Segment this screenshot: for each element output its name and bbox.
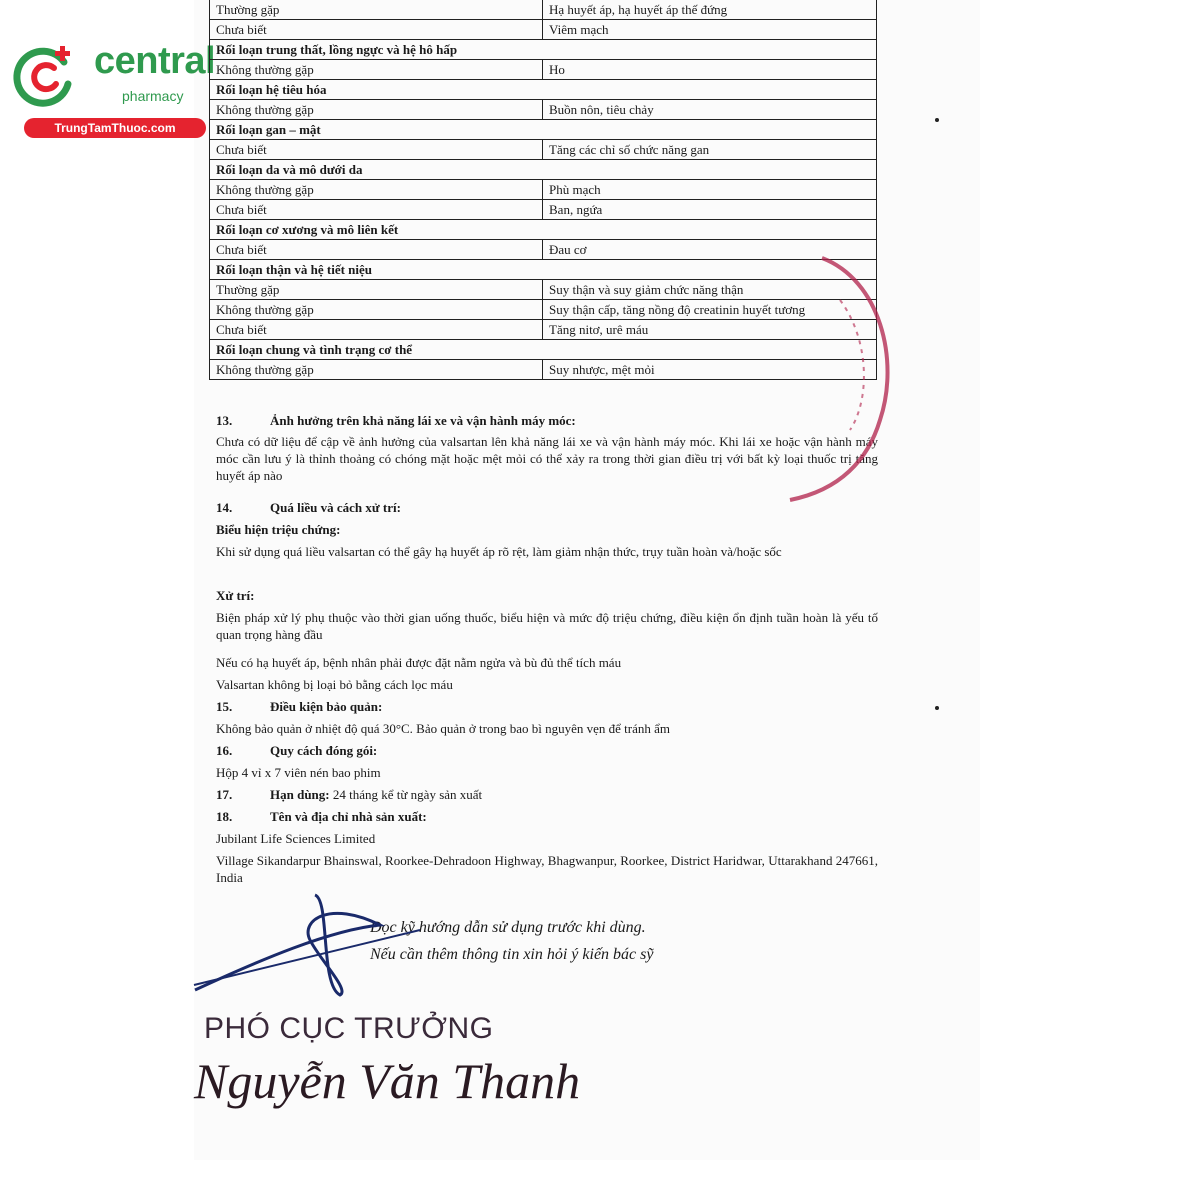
organ-class-label: Rối loạn cơ xương và mô liên kết — [210, 220, 877, 240]
effect-cell: Đau cơ — [543, 240, 877, 260]
effect-cell: Viêm mạch — [543, 20, 877, 40]
symptoms-body: Khi sử dụng quá liều valsartan có thể gây hạ huyết áp rõ rệt, làm giảm nhận thức, trụy tuần hoàn và/hoặc sốc — [216, 544, 782, 559]
section-title: Quá liều và cách xử trí: — [270, 500, 401, 515]
section-title: Tên và địa chỉ nhà sản xuất: — [270, 809, 427, 824]
section-title: Quy cách đóng gói: — [270, 743, 378, 758]
scan-speck — [935, 118, 939, 122]
effect-cell: Ban, ngứa — [543, 200, 877, 220]
effect-cell: Buồn nôn, tiêu chảy — [543, 100, 877, 120]
logo-website: TrungTamThuoc.com — [24, 118, 206, 138]
effect-cell: Phù mạch — [543, 180, 877, 200]
shelf-life-value: 24 tháng kể từ ngày sản xuất — [332, 787, 483, 802]
section-number: 15. — [216, 699, 233, 714]
section-number: 18. — [216, 809, 233, 824]
frequency-cell: Không thường gặp — [210, 100, 543, 120]
frequency-cell: Chưa biết — [210, 240, 543, 260]
consult-doctor-note: Nếu cần thêm thông tin xin hỏi ý kiến bác sỹ — [370, 946, 654, 963]
organ-class-label: Rối loạn hệ tiêu hóa — [210, 80, 877, 100]
treatment-dialysis: Valsartan không bị loại bỏ bằng cách lọc máu — [216, 677, 453, 692]
frequency-cell: Không thường gặp — [210, 360, 543, 380]
signature-stroke-icon — [195, 895, 380, 995]
frequency-cell: Chưa biết — [210, 20, 543, 40]
effect-cell: Suy thận cấp, tăng nồng độ creatinin huyết tương — [543, 300, 877, 320]
manufacturer-name: Jubilant Life Sciences Limited — [216, 831, 376, 846]
organ-class-label: Rối loạn gan – mật — [210, 120, 877, 140]
frequency-cell: Chưa biết — [210, 320, 543, 340]
signatory-title: PHÓ CỤC TRƯỞNG — [204, 1012, 494, 1045]
frequency-cell: Không thường gặp — [210, 180, 543, 200]
scan-speck — [935, 706, 939, 710]
frequency-cell: Thường gặp — [210, 280, 543, 300]
symptoms-subheading: Biểu hiện triệu chứng: — [216, 522, 341, 537]
effect-cell: Suy thận và suy giảm chức năng thận — [543, 280, 877, 300]
organ-class-label: Rối loạn thận và hệ tiết niệu — [210, 260, 877, 280]
frequency-cell: Chưa biết — [210, 200, 543, 220]
packaging-body: Hộp 4 vỉ x 7 viên nén bao phim — [216, 765, 381, 780]
section-number: 17. — [216, 787, 233, 802]
organ-class-label: Rối loạn trung thất, lồng ngực và hệ hô hấp — [210, 40, 877, 60]
effect-cell: Hạ huyết áp, hạ huyết áp thế đứng — [543, 0, 877, 20]
section-number: 16. — [216, 743, 233, 758]
effect-cell: Ho — [543, 60, 877, 80]
frequency-cell: Chưa biết — [210, 140, 543, 160]
section-number: 13. — [216, 413, 233, 428]
section-title: Hạn dùng: — [270, 787, 330, 802]
organ-class-label: Rối loạn chung và tình trạng cơ thể — [210, 340, 877, 360]
logo-brand-sub: pharmacy — [122, 88, 184, 104]
signature-line-icon — [194, 930, 420, 985]
treatment-subheading: Xử trí: — [216, 588, 255, 603]
section-number: 14. — [216, 500, 233, 515]
frequency-cell: Không thường gặp — [210, 300, 543, 320]
logo-brand-name: central — [94, 40, 216, 82]
read-instructions-note: Đọc kỹ hướng dẫn sử dụng trước khi dùng. — [370, 919, 646, 936]
treatment-hypotension: Nếu có hạ huyết áp, bệnh nhân phải được đặt nằm ngửa và bù đủ thể tích máu — [216, 655, 622, 670]
red-stamp-arc-inner — [840, 300, 864, 430]
treatment-body: Biện pháp xử lý phụ thuộc vào thời gian uống thuốc, biểu hiện và mức độ triệu chứng, điều kiện ổn định tuần hoàn là yếu tố quan trọng hàng đầu — [216, 610, 878, 642]
section-13-body: Chưa có dữ liệu để cập về ảnh hưởng của valsartan lên khả năng lái xe và vận hành máy móc. Khi lái xe hoặc vận hành máy móc cần lưu ý là thỉnh thoảng có chóng mặt hoặc mệt mỏi có thể xảy ra trong thời gian điều trị với bất kỳ loại thuốc trị tăng huyết áp nào — [216, 434, 878, 483]
storage-body: Không bảo quản ở nhiệt độ quá 30°C. Bảo quản ở trong bao bì nguyên vẹn để tránh ẩm — [216, 721, 670, 736]
frequency-cell: Không thường gặp — [210, 60, 543, 80]
organ-class-label: Rối loạn da và mô dưới da — [210, 160, 877, 180]
section-title: Điều kiện bảo quản: — [270, 699, 383, 714]
signatory-name: Nguyễn Văn Thanh — [194, 1053, 581, 1109]
effect-cell: Suy nhược, mệt mỏi — [543, 360, 877, 380]
effect-cell: Tăng nitơ, urê máu — [543, 320, 877, 340]
red-stamp-arc — [790, 258, 888, 500]
frequency-cell: Thường gặp — [210, 0, 543, 20]
manufacturer-address: Village Sikandarpur Bhainswal, Roorkee-Dehradoon Highway, Bhagwanpur, Roorkee, District Haridwar, Uttarakhand 247661, India — [216, 853, 878, 885]
section-title: Ảnh hưởng trên khả năng lái xe và vận hành máy móc: — [270, 413, 576, 428]
effect-cell: Tăng các chỉ số chức năng gan — [543, 140, 877, 160]
